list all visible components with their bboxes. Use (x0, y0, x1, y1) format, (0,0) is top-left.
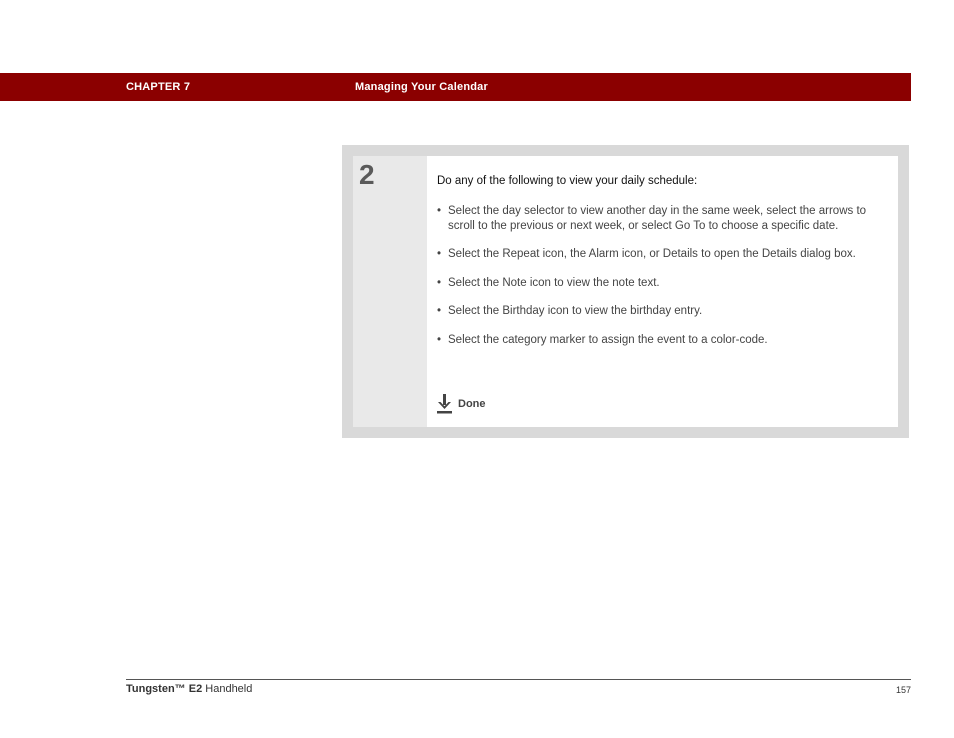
list-item-text: Select the day selector to view another day in the same week, select the arrows to scroll to the previous or next week, or select Go To to choose a specific date. (448, 205, 867, 232)
list-item-text: Select the Repeat icon, the Alarm icon, or Details to open the Details dialog box. (448, 248, 856, 261)
down-arrow-icon (437, 394, 452, 414)
list-item (437, 333, 882, 348)
bullet-list (437, 204, 882, 362)
done-label: Done (458, 398, 486, 410)
step-number: 2 (359, 159, 375, 190)
list-item (437, 276, 882, 291)
bullet-dot: • (437, 305, 442, 318)
chapter-label: CHAPTER 7 (126, 81, 191, 93)
bullet-dot: • (437, 333, 442, 346)
footer-product (126, 683, 252, 695)
step-intro: Do any of the following to view your daily schedule: (437, 175, 698, 187)
chapter-title: Managing Your Calendar (355, 81, 488, 93)
step-number-column (353, 156, 427, 427)
step-box (342, 145, 909, 438)
list-item-text: Select the Note icon to view the note text. (448, 276, 660, 289)
product-name: Tungsten™ E2 (126, 683, 203, 695)
footer-divider (126, 679, 911, 680)
product-suffix: Handheld (205, 683, 253, 695)
list-item-text: Select the Birthday icon to view the birthday entry. (448, 305, 703, 318)
bullet-dot: • (437, 248, 442, 261)
bullet-dot: • (437, 205, 442, 217)
list-item-text: Select the category marker to assign the event to a color-code. (448, 333, 768, 346)
step-content (427, 156, 898, 427)
list-item (437, 247, 882, 262)
page-number: 157 (895, 685, 911, 695)
list-item (437, 204, 882, 233)
chapter-header-bar (0, 73, 911, 101)
list-item (437, 304, 882, 319)
bullet-dot: • (437, 276, 442, 289)
